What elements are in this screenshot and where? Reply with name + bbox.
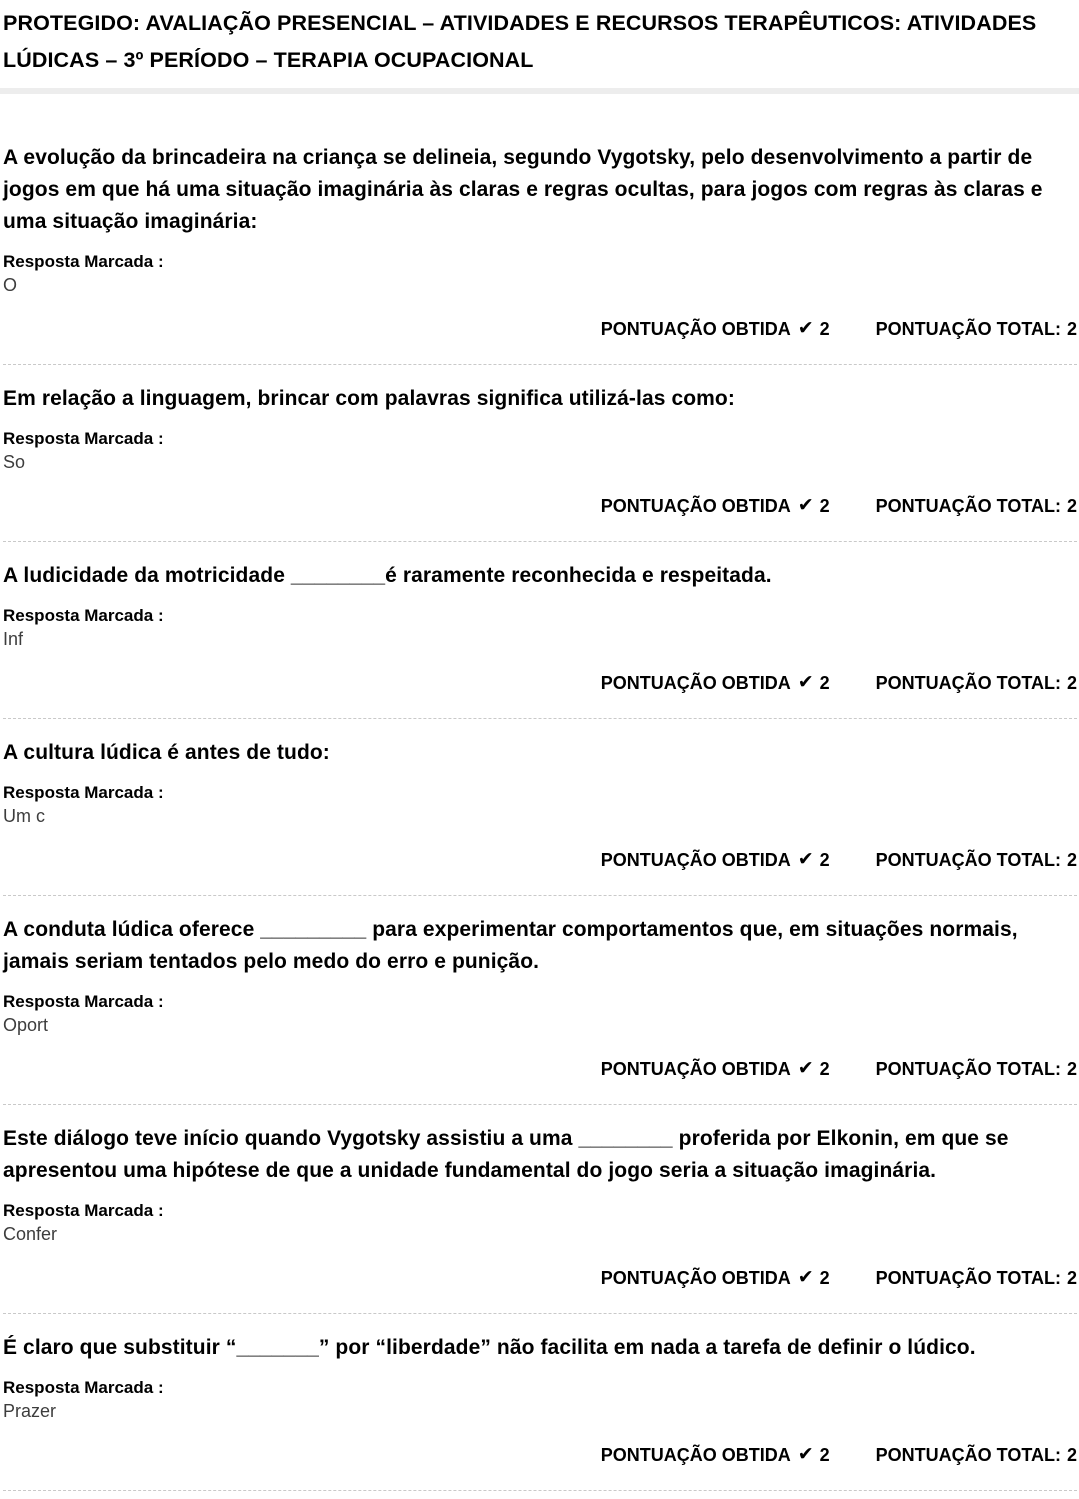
score-total-label: PONTUAÇÃO TOTAL: <box>875 1268 1061 1288</box>
score-total-value: 2 <box>1066 850 1077 870</box>
score-obtained-value: 2 <box>819 1268 830 1288</box>
score-total-value: 2 <box>1066 1445 1077 1465</box>
score-total-label: PONTUAÇÃO TOTAL: <box>875 319 1061 339</box>
question-text: Em relação a linguagem, brincar com palavras significa utilizá-las como: <box>3 387 735 410</box>
marked-answer-label: Resposta Marcada : <box>3 606 164 625</box>
question-block <box>3 914 1077 1105</box>
score-total-label: PONTUAÇÃO TOTAL: <box>875 1445 1061 1465</box>
question-block <box>3 737 1077 896</box>
marked-answer-value: So <box>3 452 26 472</box>
score-total-value: 2 <box>1066 673 1077 693</box>
check-icon: ✔ <box>797 494 814 516</box>
dashed-divider <box>3 541 1077 542</box>
score-total-value: 2 <box>1066 496 1077 516</box>
marked-answer-label: Resposta Marcada : <box>3 1378 164 1397</box>
score-row <box>3 314 1077 344</box>
question-text: A ludicidade da motricidade ________é raramente reconhecida e respeitada. <box>3 564 772 587</box>
marked-answer-value: Prazer <box>3 1401 57 1421</box>
score-total-value: 2 <box>1066 1059 1077 1079</box>
check-icon: ✔ <box>797 1443 814 1465</box>
score-obtained-value: 2 <box>819 673 830 693</box>
score-obtained-label: PONTUAÇÃO OBTIDA <box>600 1445 791 1465</box>
marked-answer-value: O <box>3 275 18 295</box>
score-obtained-label: PONTUAÇÃO OBTIDA <box>600 850 791 870</box>
score-obtained-label: PONTUAÇÃO OBTIDA <box>600 673 791 693</box>
score-obtained <box>601 1054 830 1084</box>
score-obtained-value: 2 <box>819 496 830 516</box>
dashed-divider <box>3 1104 1077 1105</box>
question-list <box>0 94 1079 1499</box>
marked-answer-value: Um c <box>3 806 45 826</box>
page-title: PROTEGIDO: AVALIAÇÃO PRESENCIAL – ATIVIDADES E RECURSOS TERAPÊUTICOS: ATIVIDADES LÚDICAS – 3º PERÍODO – TERAPIA OCUPACIONAL <box>3 11 1037 72</box>
score-row <box>3 1054 1077 1084</box>
score-row <box>3 845 1077 875</box>
score-obtained-value: 2 <box>819 850 830 870</box>
dashed-divider <box>3 895 1077 896</box>
question-text: A conduta lúdica oferece _________ para experimentar comportamentos que, em situações normais, jamais seriam tentados pelo medo do erro e punição. <box>3 918 1018 973</box>
question-text: A evolução da brincadeira na criança se delineia, segundo Vygotsky, pelo desenvolvimento a partir de jogos em que há uma situação imaginária às claras e regras ocultas, para jogos com regras às claras e uma situação imaginária: <box>3 146 1043 233</box>
score-total-label: PONTUAÇÃO TOTAL: <box>875 496 1061 516</box>
marked-answer-value: Inf <box>3 629 24 649</box>
score-obtained <box>601 845 830 875</box>
dashed-divider <box>3 364 1077 365</box>
score-obtained <box>601 1263 830 1293</box>
question-block <box>3 560 1077 719</box>
question-text: Este diálogo teve início quando Vygotsky assistiu a uma ________ proferida por Elkonin, em que se apresentou uma hipótese de que a unidade fundamental do jogo seria a situação imaginária. <box>3 1127 1009 1182</box>
check-icon: ✔ <box>797 848 814 870</box>
score-obtained-label: PONTUAÇÃO OBTIDA <box>600 1268 791 1288</box>
marked-answer-label: Resposta Marcada : <box>3 783 164 802</box>
score-obtained-value: 2 <box>819 1059 830 1079</box>
score-total <box>876 1440 1077 1470</box>
score-obtained-label: PONTUAÇÃO OBTIDA <box>600 496 791 516</box>
question-text: A cultura lúdica é antes de tudo: <box>3 741 330 764</box>
score-obtained-value: 2 <box>819 1445 830 1465</box>
marked-answer-label: Resposta Marcada : <box>3 252 164 271</box>
question-block <box>3 142 1077 365</box>
score-obtained <box>601 314 830 344</box>
check-icon: ✔ <box>797 1266 814 1288</box>
score-obtained <box>601 1440 830 1470</box>
score-row <box>3 1263 1077 1293</box>
dashed-divider <box>3 1490 1077 1491</box>
marked-answer-label: Resposta Marcada : <box>3 1201 164 1220</box>
score-obtained <box>601 491 830 521</box>
marked-answer-value: Oport <box>3 1015 49 1035</box>
score-obtained <box>601 668 830 698</box>
score-row <box>3 491 1077 521</box>
dashed-divider <box>3 1313 1077 1314</box>
score-total <box>876 845 1077 875</box>
score-total <box>876 1054 1077 1084</box>
marked-answer-value: Confer <box>3 1224 58 1244</box>
dashed-divider <box>3 718 1077 719</box>
check-icon: ✔ <box>797 671 814 693</box>
check-icon: ✔ <box>797 1057 814 1079</box>
score-obtained-label: PONTUAÇÃO OBTIDA <box>600 319 791 339</box>
score-total <box>876 668 1077 698</box>
score-total-label: PONTUAÇÃO TOTAL: <box>875 1059 1061 1079</box>
check-icon: ✔ <box>797 317 814 339</box>
score-total-value: 2 <box>1066 319 1077 339</box>
score-total-value: 2 <box>1066 1268 1077 1288</box>
score-total-label: PONTUAÇÃO TOTAL: <box>875 673 1061 693</box>
score-total <box>876 314 1077 344</box>
score-row <box>3 668 1077 698</box>
score-total-label: PONTUAÇÃO TOTAL: <box>875 850 1061 870</box>
question-block <box>3 1332 1077 1491</box>
marked-answer-label: Resposta Marcada : <box>3 429 164 448</box>
score-row <box>3 1440 1077 1470</box>
marked-answer-label: Resposta Marcada : <box>3 992 164 1011</box>
score-obtained-value: 2 <box>819 319 830 339</box>
question-block <box>3 383 1077 542</box>
score-total <box>876 1263 1077 1293</box>
question-block <box>3 1123 1077 1314</box>
question-text: É claro que substituir “_______” por “liberdade” não facilita em nada a tarefa de definir o lúdico. <box>3 1336 976 1359</box>
score-total <box>876 491 1077 521</box>
score-obtained-label: PONTUAÇÃO OBTIDA <box>600 1059 791 1079</box>
